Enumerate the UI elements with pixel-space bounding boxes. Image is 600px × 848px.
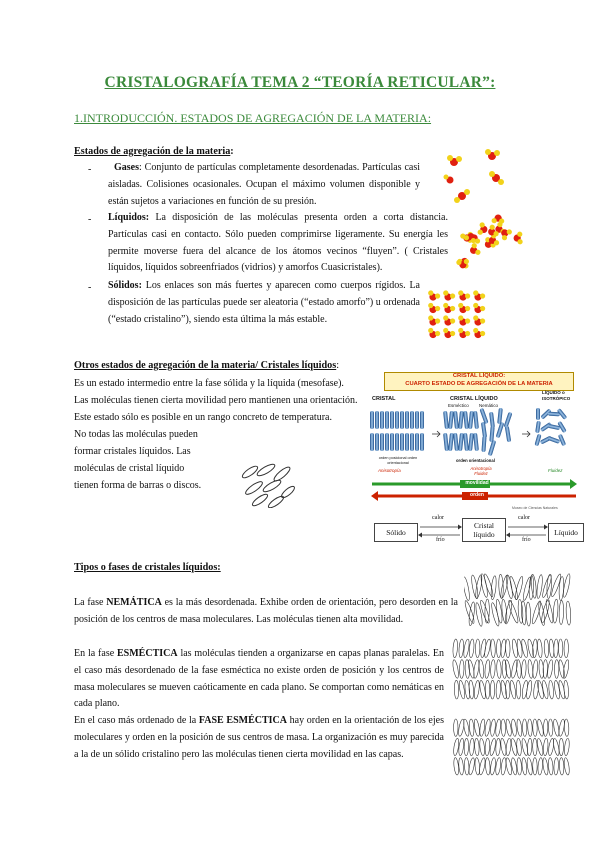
list-item-liquidos (108, 210, 448, 277)
esmectica2-post: hay orden en la orientación de los ejes moleculares y orden en la posición de sus centros de masa. La organización es muy parecida a la de un sólido cristalino pero las moléculas tienen cierta movilidad en las capas. (74, 715, 444, 760)
bullet-liquidos: - (88, 214, 92, 225)
molecule-icon (456, 290, 471, 303)
otros-line: formar cristales líquidos. Las (74, 446, 191, 457)
aniso-label-2: Anisotropía Fluidez (470, 466, 492, 476)
molecule-icon (477, 222, 489, 236)
molecule-icon (441, 302, 456, 315)
cristal-liquido-diagram (366, 370, 578, 518)
molecule-icon (426, 327, 441, 340)
esmectica-term: ESMÉCTICA (117, 648, 178, 659)
molecule-icon (454, 189, 470, 203)
bullet-solidos: - (88, 282, 92, 293)
nematica-paragraph (74, 595, 458, 629)
otros-heading-colon: : (336, 360, 340, 371)
list-item-gases (108, 160, 420, 210)
molecule-icon (491, 214, 504, 223)
diagram-footer: Museo de Ciencias Naturales (512, 506, 558, 510)
term-solidos: Sólidos: (108, 280, 142, 291)
molecule-icon (447, 155, 462, 166)
calor-label-1: calor (432, 515, 444, 521)
nematic-phase-image (464, 570, 576, 628)
otros-line: tienen forma de barras o discos. (74, 480, 202, 491)
otros-heading (74, 360, 339, 371)
esmectica-paragraph (74, 646, 444, 713)
text-liquidos: La disposición de las moléculas presenta orden a corta distancia. Partículas casi en contacto. Sólo pueden comprimirse ligeramente. Su energía les permite moverse fuera del alcance de los átomos vecinos “fluyen”. ( Cristales líquidos, líquidos sobreenfriados (vidrios) y amorfos Cuasicristales). (108, 212, 448, 274)
term-gases: Gases (114, 162, 139, 173)
phase-liquido: Líquido (548, 523, 584, 542)
rod-molecules-image (236, 462, 298, 508)
banner-line1: CRISTAL LÍQUIDO: (452, 373, 506, 379)
banner-line2: CUARTO ESTADO DE AGREGACIÓN DE LA MATERIA (405, 380, 553, 387)
text-gases: : Conjunto de partículas completamente desordenadas. Partículas casi aisladas. Colisiones ocasionales. Ocupan el máximo volumen disponible y están sujetos a variaciones en función de su presión. (108, 162, 420, 207)
orden-label: orden (470, 492, 484, 498)
esmectica-post: las moléculas tienden a organizarse en capas planas paralelas. En el caso más desordenado de la fase esméctica no existe orden de posición y los centros de masa moleculares se mueven caóticamente en cada plano. Se comportan como nemáticas en cada plano. (74, 648, 444, 710)
fluidez-label: Fluidez (548, 468, 563, 473)
molecule-icon (426, 315, 441, 328)
molecule-icon (471, 302, 486, 315)
molecule-icon (426, 302, 441, 315)
molecule-icon (513, 231, 524, 245)
esmectica2-pre: En el caso más ordenado de la (74, 715, 199, 726)
term-liquidos: Líquidos: (108, 212, 150, 223)
molecule-icon (444, 175, 454, 184)
otros-line: Las moléculas tienen cierta movilidad pero mantienen una orientación. (74, 395, 358, 406)
aniso-label-1: Anisotropía (378, 468, 401, 473)
phase-transition-diagram (374, 515, 584, 548)
molecule-icon (456, 302, 471, 315)
molecule-icon (471, 290, 486, 303)
liquid-molecules-image (454, 208, 524, 274)
molecule-icon (426, 290, 441, 303)
sub-cristal-liquido: orden orientacional (456, 458, 495, 463)
nematica-pre: La fase (74, 597, 107, 608)
molecule-icon (485, 149, 500, 160)
molecule-icon (456, 327, 471, 340)
text-solidos: Los enlaces son más fuertes y aparecen como cuerpos rígidos. La disposición de las partículas puede ser aleatoria (“estado amorfo”) u ordenada (“estado cristalino”), siendo esta última la más estable. (108, 280, 420, 325)
bullet-gases: - (88, 164, 92, 175)
col-cristal-label: CRISTAL (372, 396, 396, 402)
otros-line: moléculas de cristal líquido (74, 463, 185, 474)
esmectica-ordenada-paragraph (74, 713, 444, 763)
tipos-heading: Tipos o fases de cristales líquidos: (74, 562, 221, 573)
gas-molecules-image (440, 148, 508, 208)
sub-cristal: orden posicional orden orientacional (378, 456, 418, 465)
diagram-banner (384, 372, 574, 391)
estados-heading-colon: : (230, 146, 234, 157)
col-cristal-liquido-label: CRISTAL LÍQUIDO (450, 396, 498, 402)
esmectica2-term: FASE ESMÉCTICA (198, 715, 287, 726)
col-nematico-label: Nemático (479, 403, 499, 408)
smectic-ordered-image (452, 714, 576, 778)
nematica-term: NEMÁTICA (106, 597, 162, 608)
molecule-icon (441, 315, 456, 328)
phase-illustrations (366, 408, 578, 458)
estados-heading (74, 146, 234, 157)
molecule-icon (441, 327, 456, 340)
molecule-icon (456, 315, 471, 328)
col-liquido-label: LÍQUIDO o ISOTRÓPICO (542, 390, 571, 401)
frio-label-2: frío (522, 537, 531, 543)
otros-heading-text: Otros estados de agregación de la materia/ Cristales líquidos (74, 360, 337, 371)
frio-label-1: frío (436, 537, 445, 543)
otros-line: Este estado sólo es posible en un rango concreto de temperatura. (74, 412, 332, 423)
calor-label-2: calor (518, 515, 530, 521)
phase-solido: Sólido (374, 523, 418, 542)
phase-cristal-liquido: Cristal líquido (462, 518, 506, 542)
molecule-icon (467, 242, 482, 258)
solid-molecules-image (426, 290, 486, 342)
otros-paragraph (74, 375, 364, 494)
otros-line: Es un estado intermedio entre la fase sólida y la líquida (mesofase). (74, 378, 344, 389)
nematica-post: es la más desordenada. Exhibe orden de orientación, pero desorden en la posición de los centros de masa moleculares. Las moléculas tienen alta movilidad. (74, 597, 458, 625)
molecule-icon (489, 171, 504, 185)
esmectica-pre: En la fase (74, 648, 118, 659)
molecule-icon (441, 290, 456, 303)
otros-line: No todas las moléculas pueden (74, 429, 198, 440)
section-heading-introduccion: 1.INTRODUCCIÓN. ESTADOS DE AGREGACIÓN DE LA MATERIA: (74, 111, 432, 125)
molecule-icon (471, 327, 486, 340)
page-title: CRISTALOGRAFÍA TEMA 2 “TEORÍA RETICULAR”: (104, 74, 496, 91)
molecule-icon (471, 315, 486, 328)
estados-heading-text: Estados de agregación de la materia (74, 146, 231, 157)
col-esmectico-label: Esméctico (448, 403, 469, 408)
list-item-solidos (108, 278, 420, 328)
movilidad-label: movilidad (465, 480, 489, 486)
smectic-disordered-image (452, 634, 576, 702)
